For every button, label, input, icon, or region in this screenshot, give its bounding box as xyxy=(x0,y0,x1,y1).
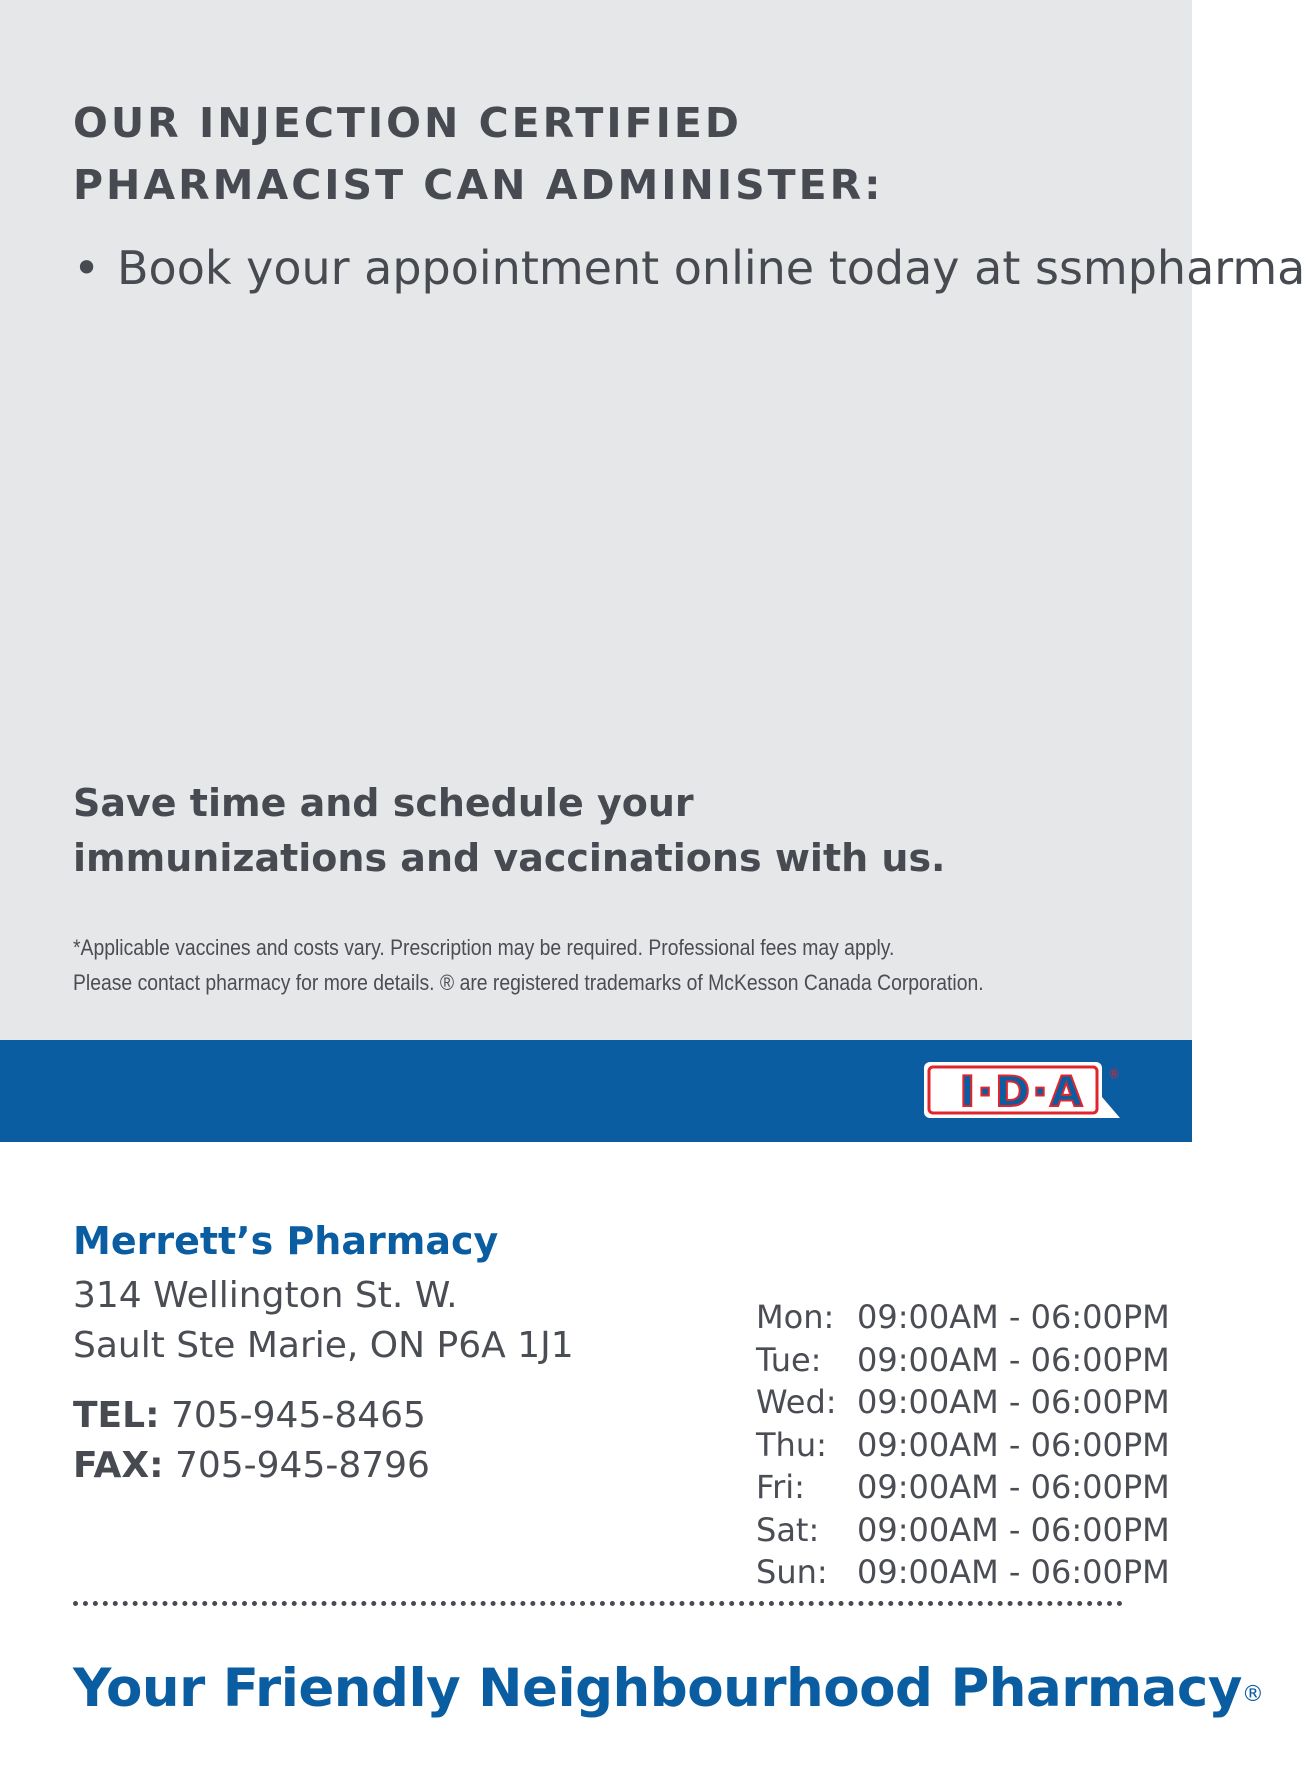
disclaimer-line-1: *Applicable vaccines and costs vary. Prescription may be required. Professional fees may apply. xyxy=(73,935,895,960)
headline-line-2: PHARMACIST CAN ADMINISTER: xyxy=(73,161,884,209)
bullet-text: Book your appointment online today at ssmpharma xyxy=(117,241,1305,295)
hours-day: Tue: xyxy=(756,1340,822,1379)
bullet-item xyxy=(73,238,1305,298)
hours-time: 09:00AM - 06:00PM xyxy=(857,1383,1170,1421)
headline xyxy=(73,92,884,216)
tagline-text: Your Friendly Neighbourhood Pharmacy xyxy=(73,1658,1242,1719)
hours-time: 09:00AM - 06:00PM xyxy=(857,1553,1170,1591)
hours-time: 09:00AM - 06:00PM xyxy=(857,1298,1170,1336)
hours-day: Fri: xyxy=(756,1468,805,1506)
tel-label: TEL: xyxy=(73,1395,160,1436)
save-line-2: immunizations and vaccinations with us. xyxy=(73,836,946,880)
save-line-1: Save time and schedule your xyxy=(73,781,694,825)
opening-hours xyxy=(756,1296,1170,1594)
hours-time: 09:00AM - 06:00PM xyxy=(857,1340,1170,1379)
hours-time: 09:00AM - 06:00PM xyxy=(857,1468,1170,1506)
ida-logo xyxy=(922,1058,1122,1124)
hours-day: Sun: xyxy=(756,1553,828,1591)
headline-line-1: OUR INJECTION CERTIFIED xyxy=(73,99,742,147)
hours-time: 09:00AM - 06:00PM xyxy=(857,1425,1170,1464)
tagline xyxy=(73,1654,1263,1724)
hours-row-fri xyxy=(756,1466,1170,1509)
hours-day: Wed: xyxy=(756,1383,837,1421)
hours-time: 09:00AM - 06:00PM xyxy=(857,1510,1170,1549)
hours-row-tue xyxy=(756,1339,1170,1382)
logo-text: I·D·A xyxy=(959,1067,1085,1116)
bullet-dot: • xyxy=(73,241,101,295)
disclaimer xyxy=(73,930,984,1000)
tagline-registered-mark: ® xyxy=(1241,1682,1264,1707)
fax-label: FAX: xyxy=(73,1445,164,1486)
address-line-1: 314 Wellington St. W. xyxy=(73,1275,458,1316)
hours-row-wed xyxy=(756,1381,1170,1424)
save-time-heading xyxy=(73,776,946,886)
logo-registered-mark: ® xyxy=(1108,1067,1120,1081)
address-line-2: Sault Ste Marie, ON P6A 1J1 xyxy=(73,1325,574,1366)
store-address xyxy=(73,1271,574,1371)
dotted-divider xyxy=(73,1601,1123,1606)
fax-row xyxy=(73,1441,430,1491)
tel-row xyxy=(73,1391,430,1441)
hours-row-mon xyxy=(756,1296,1170,1339)
tel-number: 705-945-8465 xyxy=(170,1395,426,1436)
hours-row-sat xyxy=(756,1509,1170,1552)
hours-day: Mon: xyxy=(756,1298,835,1336)
hours-day: Thu: xyxy=(756,1425,827,1464)
hours-row-thu xyxy=(756,1424,1170,1467)
fax-number: 705-945-8796 xyxy=(174,1445,430,1486)
store-name: Merrett’s Pharmacy xyxy=(73,1219,499,1263)
hours-row-sun xyxy=(756,1551,1170,1594)
hours-day: Sat: xyxy=(756,1510,820,1549)
contact-numbers xyxy=(73,1391,430,1491)
disclaimer-line-2: Please contact pharmacy for more details. ® are registered trademarks of McKesson Canada Corporation. xyxy=(73,970,984,995)
